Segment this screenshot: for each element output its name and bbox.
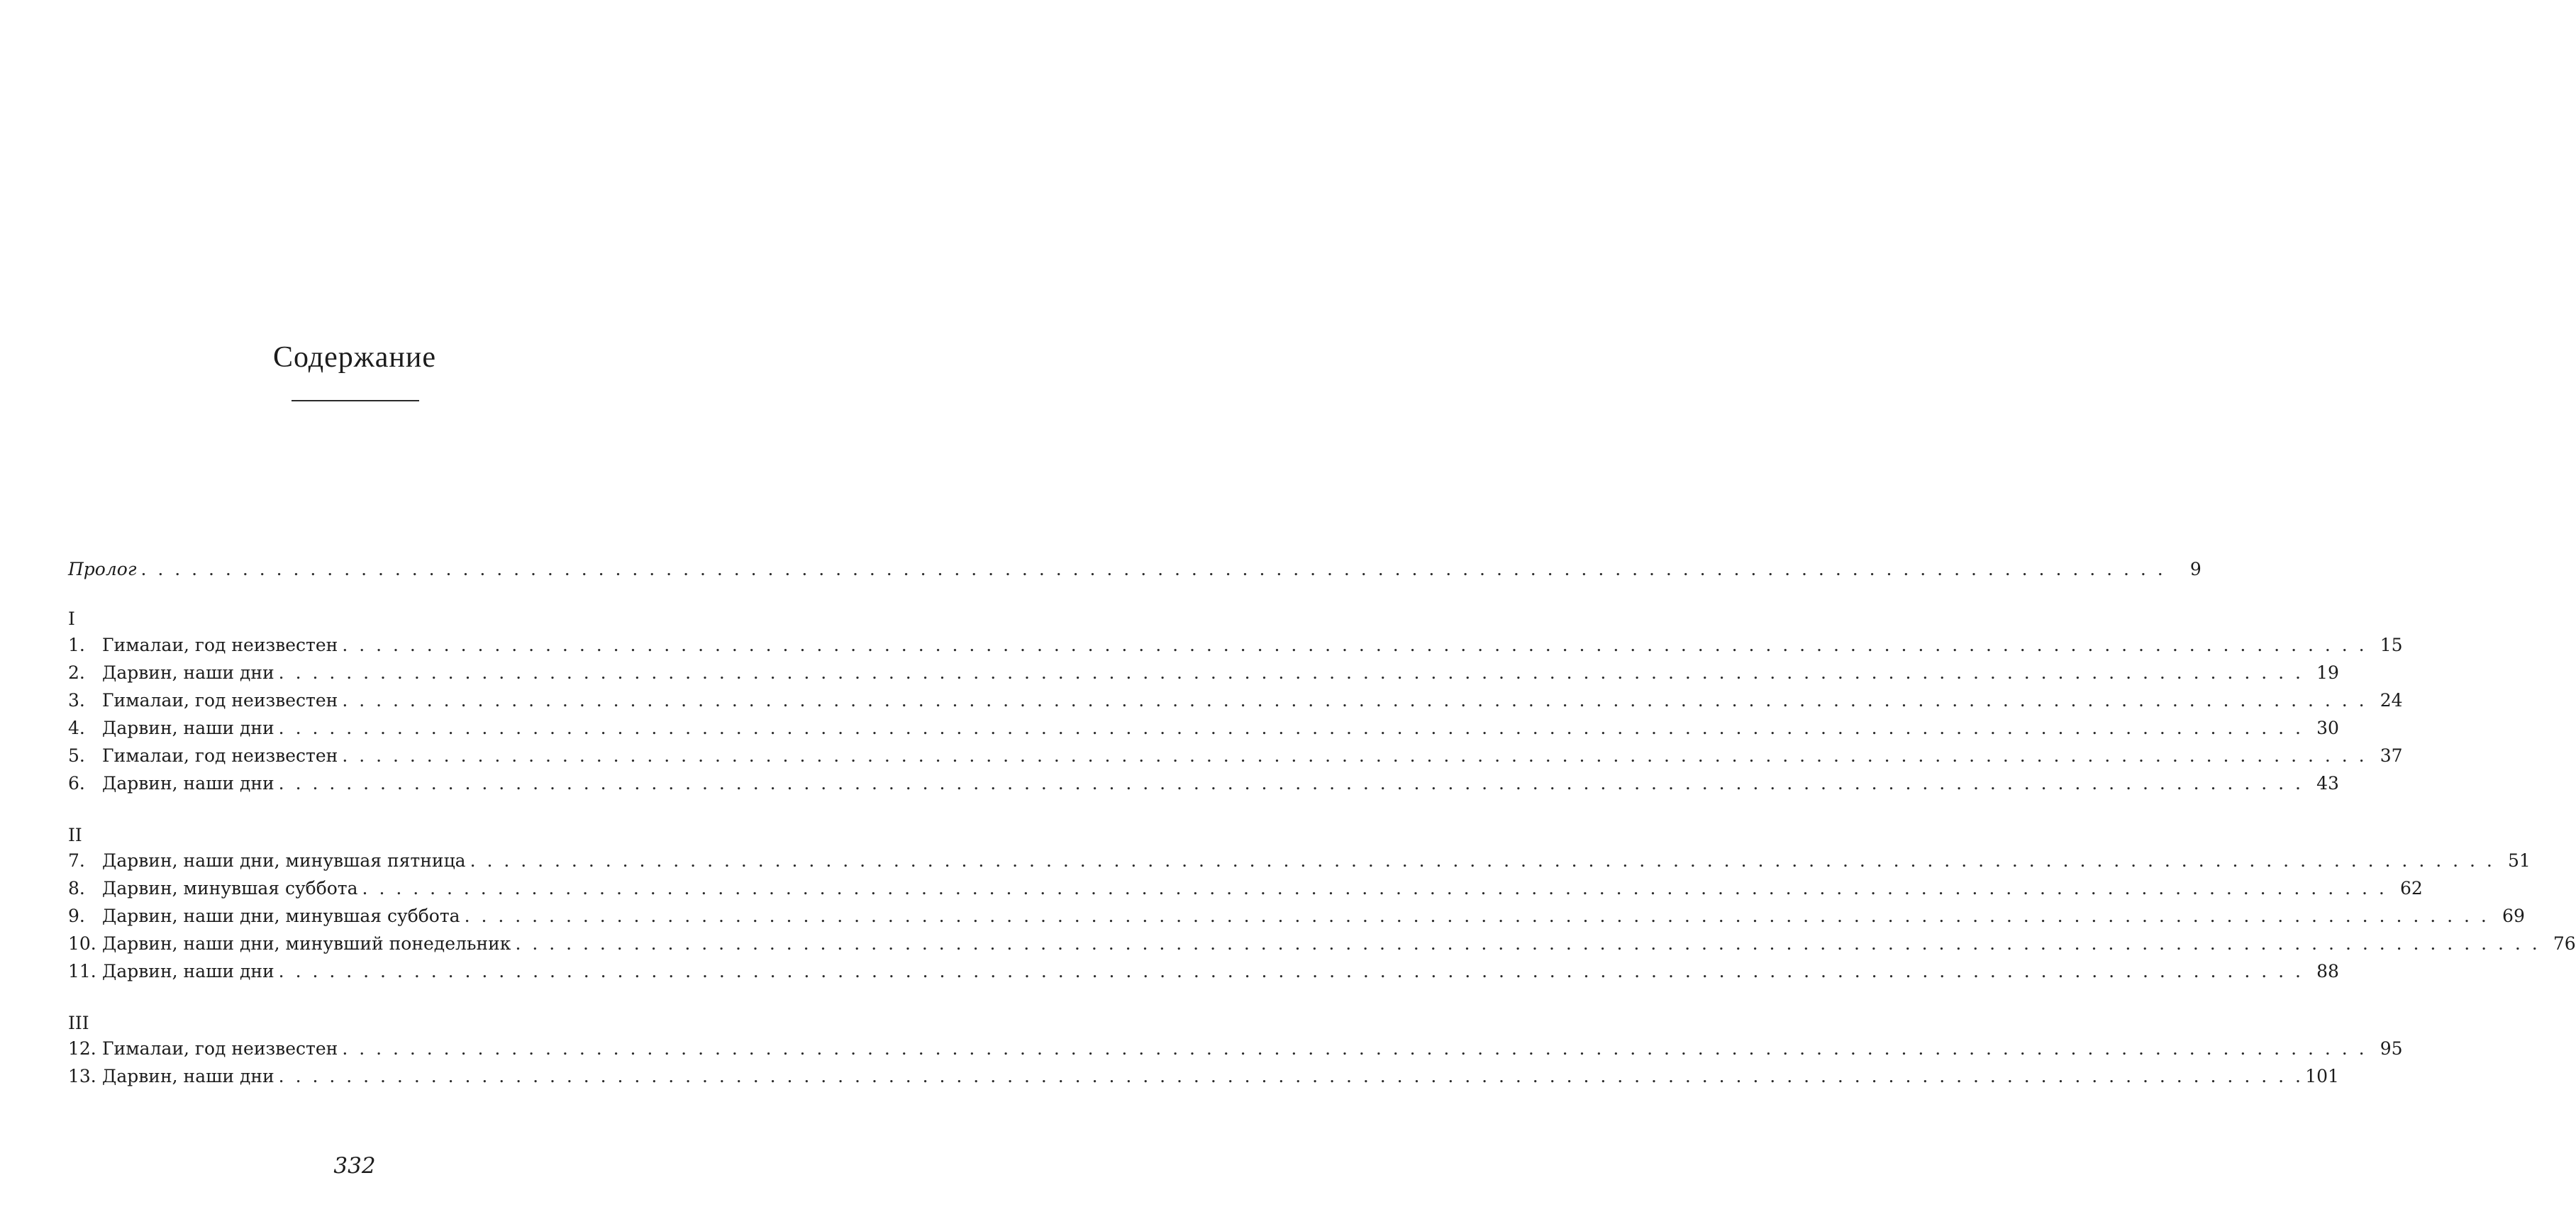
page-number: 332	[333, 1153, 376, 1179]
part-heading-3: III	[68, 1013, 89, 1033]
toc-entry[interactable]	[68, 662, 2339, 691]
toc-entry[interactable]	[68, 1066, 2339, 1094]
toc-entry[interactable]	[68, 690, 2403, 718]
toc-entry[interactable]	[68, 878, 2423, 906]
toc-entry-number: 12.	[68, 1038, 96, 1059]
toc-entry-title: Пролог	[68, 559, 137, 579]
toc-entry-page: 95	[2380, 1038, 2403, 1059]
toc-entry-page: 51	[2508, 850, 2531, 871]
toc-entry[interactable]	[68, 850, 2531, 879]
toc-entry-page: 76	[2553, 933, 2576, 954]
toc-entry-title: Гималаи, год неизвестен	[102, 745, 338, 766]
toc-entry[interactable]	[68, 933, 2576, 962]
dot-leader: . . . . . . . . . . . . . . . . . . . . . . . . . . . . . . . . . . . . . . . . . . . . . . . . . . . . . . . . . . . . . . . . . . . . . . . . . . . . . . . . . . . . . . . . . . . . . . . . . . . . . . . . . . . . . . . . . . . . . . . .	[278, 1066, 2304, 1086]
dot-leader: . . . . . . . . . . . . . . . . . . . . . . . . . . . . . . . . . . . . . . . . . . . . . . . . . . . . . . . . . . . . . . . . . . . . . . . . . . . . . . . . . . . . . . . . . . . . . . . . . . . . . . . . . . . . . . . . . . . . . . . .	[342, 635, 2367, 655]
toc-entry-title: Дарвин, наши дни	[102, 662, 274, 683]
dot-leader: . . . . . . . . . . . . . . . . . . . . . . . . . . . . . . . . . . . . . . . . . . . . . . . . . . . . . . . . . . . . . . . . . . . . . . . . . . . . . . . . . . . . . . . . . . . . . . . . . . . . . . . . . . . . . . . . . . . . . . . .	[362, 878, 2387, 899]
toc-entry[interactable]	[68, 906, 2525, 934]
toc-entry-page: 30	[2316, 718, 2339, 738]
dot-leader: . . . . . . . . . . . . . . . . . . . . . . . . . . . . . . . . . . . . . . . . . . . . . . . . . . . . . . . . . . . . . . . . . . . . . . . . . . . . . . . . . . . . . . . . . . . . . . . . . . . . . . . . . . . . . . . . . . . . . . . .	[342, 690, 2367, 711]
toc-entry-page: 19	[2316, 662, 2339, 683]
dot-leader: . . . . . . . . . . . . . . . . . . . . . . . . . . . . . . . . . . . . . . . . . . . . . . . . . . . . . . . . . . . . . . . . . . . . . . . . . . . . . . . . . . . . . . . . . . . . . . . . . . . . . . . . . . . . . . . . . . . . . . . .	[515, 933, 2541, 954]
toc-entry-title: Дарвин, наши дни	[102, 1066, 274, 1086]
toc-entry-number: 2.	[68, 662, 85, 683]
toc-entry[interactable]	[68, 718, 2339, 746]
toc-entry-page: 43	[2316, 773, 2339, 794]
toc-entry-title: Дарвин, наши дни, минувшая пятница	[102, 850, 466, 871]
toc-entry-title: Дарвин, наши дни, минувший понедельник	[102, 933, 511, 954]
toc-entry-number: 5.	[68, 745, 85, 766]
toc-entry-title: Дарвин, наши дни, минувшая суббота	[102, 906, 460, 926]
dot-leader: . . . . . . . . . . . . . . . . . . . . . . . . . . . . . . . . . . . . . . . . . . . . . . . . . . . . . . . . . . . . . . . . . . . . . . . . . . . . . . . . . . . . . . . . . . . . . . . . . . . . . . . . . . . . . . . . . . . . . . . .	[342, 1038, 2367, 1059]
toc-entry-title: Гималаи, год неизвестен	[102, 690, 338, 711]
toc-entry-page: 101	[2305, 1066, 2339, 1086]
dot-leader: . . . . . . . . . . . . . . . . . . . . . . . . . . . . . . . . . . . . . . . . . . . . . . . . . . . . . . . . . . . . . . . . . . . . . . . . . . . . . . . . . . . . . . . . . . . . . . . . . . . . . . . . . . . . . . . . . . . . . . . .	[464, 906, 2489, 926]
toc-entry-number: 8.	[68, 878, 85, 899]
toc-entry-page: 9	[2189, 559, 2202, 579]
toc-entry-number: 6.	[68, 773, 85, 794]
part-heading-2: II	[68, 825, 82, 845]
toc-entry-page: 88	[2316, 961, 2339, 981]
toc-entry-page: 37	[2380, 745, 2403, 766]
toc-entry-number: 3.	[68, 690, 85, 711]
toc-entry-number: 1.	[68, 635, 85, 655]
dot-leader: . . . . . . . . . . . . . . . . . . . . . . . . . . . . . . . . . . . . . . . . . . . . . . . . . . . . . . . . . . . . . . . . . . . . . . . . . . . . . . . . . . . . . . . . . . . . . . . . . . . . . . . . . . . . . . . . . . . . . . . .	[140, 559, 2166, 579]
dot-leader: . . . . . . . . . . . . . . . . . . . . . . . . . . . . . . . . . . . . . . . . . . . . . . . . . . . . . . . . . . . . . . . . . . . . . . . . . . . . . . . . . . . . . . . . . . . . . . . . . . . . . . . . . . . . . . . . . . . . . . . .	[342, 745, 2367, 766]
toc-entry[interactable]	[68, 745, 2403, 774]
toc-entry-number: 9.	[68, 906, 85, 926]
dot-leader: . . . . . . . . . . . . . . . . . . . . . . . . . . . . . . . . . . . . . . . . . . . . . . . . . . . . . . . . . . . . . . . . . . . . . . . . . . . . . . . . . . . . . . . . . . . . . . . . . . . . . . . . . . . . . . . . . . . . . . . .	[278, 718, 2304, 738]
toc-entry[interactable]	[68, 773, 2339, 801]
toc-entry-title: Дарвин, наши дни	[102, 773, 274, 794]
toc-entry[interactable]	[68, 961, 2339, 989]
toc-entry-title: Гималаи, год неизвестен	[102, 1038, 338, 1059]
toc-entry-page: 15	[2380, 635, 2403, 655]
toc-entry-title: Гималаи, год неизвестен	[102, 635, 338, 655]
title-underline	[292, 400, 419, 401]
toc-entry-prologue[interactable]	[68, 559, 2202, 587]
toc-entry[interactable]	[68, 1038, 2403, 1067]
toc-entry-number: 4.	[68, 718, 85, 738]
toc-entry-number: 7.	[68, 850, 85, 871]
dot-leader: . . . . . . . . . . . . . . . . . . . . . . . . . . . . . . . . . . . . . . . . . . . . . . . . . . . . . . . . . . . . . . . . . . . . . . . . . . . . . . . . . . . . . . . . . . . . . . . . . . . . . . . . . . . . . . . . . . . . . . . .	[278, 662, 2304, 683]
dot-leader: . . . . . . . . . . . . . . . . . . . . . . . . . . . . . . . . . . . . . . . . . . . . . . . . . . . . . . . . . . . . . . . . . . . . . . . . . . . . . . . . . . . . . . . . . . . . . . . . . . . . . . . . . . . . . . . . . . . . . . . .	[278, 773, 2304, 794]
dot-leader: . . . . . . . . . . . . . . . . . . . . . . . . . . . . . . . . . . . . . . . . . . . . . . . . . . . . . . . . . . . . . . . . . . . . . . . . . . . . . . . . . . . . . . . . . . . . . . . . . . . . . . . . . . . . . . . . . . . . . . . .	[278, 961, 2304, 981]
toc-entry-number: 10.	[68, 933, 96, 954]
toc-entry-title: Дарвин, наши дни	[102, 961, 274, 981]
toc-entry-title: Дарвин, минувшая суббота	[102, 878, 358, 899]
toc-entry-number: 13.	[68, 1066, 96, 1086]
dot-leader: . . . . . . . . . . . . . . . . . . . . . . . . . . . . . . . . . . . . . . . . . . . . . . . . . . . . . . . . . . . . . . . . . . . . . . . . . . . . . . . . . . . . . . . . . . . . . . . . . . . . . . . . . . . . . . . . . . . . . . . .	[470, 850, 2495, 871]
toc-entry-number: 11.	[68, 961, 96, 981]
toc-entry-page: 24	[2380, 690, 2403, 711]
toc-entry-page: 62	[2400, 878, 2423, 899]
part-heading-1: I	[68, 608, 75, 629]
toc-entry-title: Дарвин, наши дни	[102, 718, 274, 738]
toc-entry-page: 69	[2502, 906, 2525, 926]
page-title: Содержание	[272, 341, 437, 374]
toc-entry[interactable]	[68, 635, 2403, 663]
